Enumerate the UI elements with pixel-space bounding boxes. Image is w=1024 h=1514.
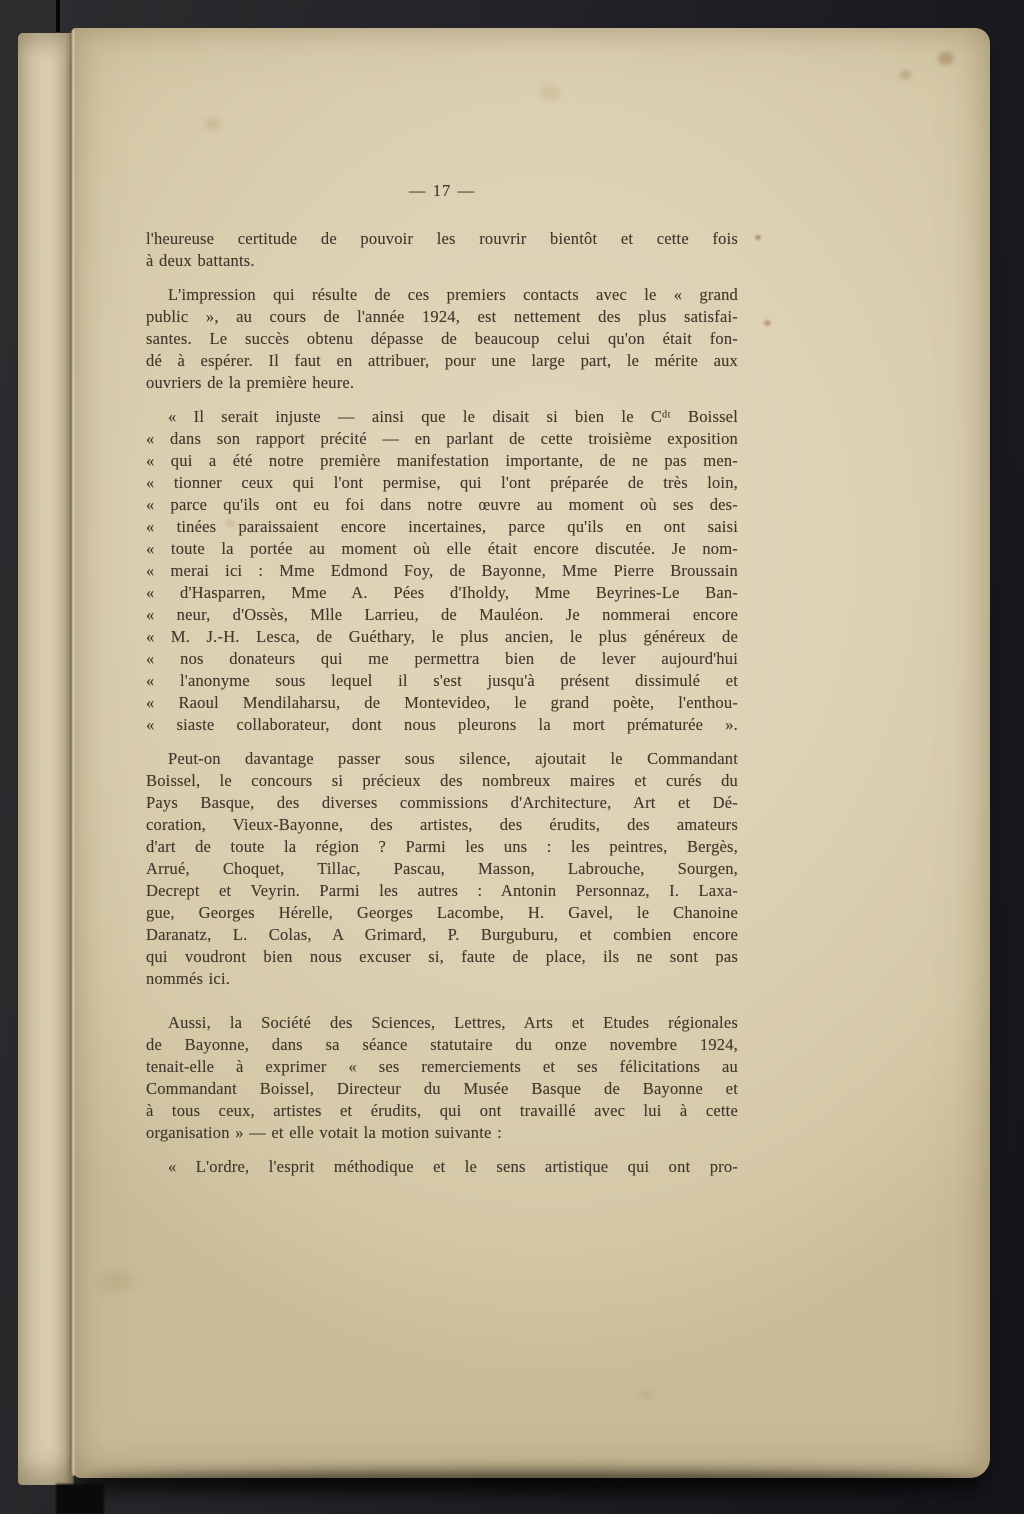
text-line: dé à espérer. Il faut en attribuer, pour une large part, le mérite aux — [146, 351, 738, 370]
text-block — [146, 180, 738, 1178]
binding-bottom-notch — [56, 1484, 104, 1514]
text-line: « M. J.-H. Lesca, de Guéthary, le plus ancien, le plus généreux de — [146, 627, 738, 646]
stain-spot — [900, 70, 911, 79]
text-line: « tionner ceux qui l'ont permise, qui l'ont préparée de très loin, — [146, 473, 738, 492]
paragraph — [146, 1156, 738, 1178]
text-line: Arrué, Choquet, Tillac, Pascau, Masson, Labrouche, Sourgen, — [146, 859, 738, 878]
text-line: « toute la portée au moment où elle était encore discutée. Je nom- — [146, 539, 738, 558]
text-line: public », au cours de l'année 1924, est nettement des plus satisfai- — [146, 307, 738, 326]
stain-spot — [205, 118, 221, 130]
text-line: Commandant Boissel, Directeur du Musée Basque de Bayonne et — [146, 1079, 738, 1098]
text-line: « L'ordre, l'esprit méthodique et le sens artistique qui ont pro- — [168, 1157, 738, 1176]
stain-spot — [764, 320, 771, 326]
text-line: santes. Le succès obtenu dépasse de beaucoup celui qu'on était fon- — [146, 329, 738, 348]
stain-spot — [100, 1270, 134, 1292]
text-line: Aussi, la Société des Sciences, Lettres, Arts et Etudes régionales — [168, 1013, 738, 1032]
text-line: qui voudront bien nous excuser si, faute de place, ils ne sont pas — [146, 947, 738, 966]
text-line: « l'anonyme sous lequel il s'est jusqu'à présent dissimulé et — [146, 671, 738, 690]
text-line: « merai ici : Mme Edmond Foy, de Bayonne, Mme Pierre Broussain — [146, 561, 738, 580]
gutter-crease — [70, 30, 76, 1476]
paragraph — [146, 406, 738, 736]
text-line: l'heureuse certitude de pouvoir les rouvrir bientôt et cette fois — [146, 229, 738, 248]
text-line: « qui a été notre première manifestation importante, de ne pas men- — [146, 451, 738, 470]
text-line: « parce qu'ils ont eu foi dans notre œuvre au moment où ses des- — [146, 495, 738, 514]
text-line: « d'Hasparren, Mme A. Pées d'Iholdy, Mme Beyrines-Le Ban- — [146, 583, 738, 602]
page-stack-edge — [18, 33, 74, 1485]
text-line: à deux battants. — [146, 251, 255, 270]
paragraph — [146, 1012, 738, 1144]
text-line: Boissel, le concours si précieux des nombreux maires et curés du — [146, 771, 738, 790]
text-line: L'impression qui résulte de ces premiers contacts avec le « grand — [168, 285, 738, 304]
page-bottom-shadow — [86, 1472, 982, 1492]
stain-spot — [938, 52, 954, 65]
text-line: organisation » — et elle votait la motion suivante : — [146, 1123, 502, 1142]
paragraph — [146, 228, 738, 272]
text-line: Daranatz, L. Colas, A Grimard, P. Burguburu, et combien encore — [146, 925, 738, 944]
text-line: « siaste collaborateur, dont nous pleurons la mort prématurée ». — [146, 715, 738, 734]
text-line: « Raoul Mendilaharsu, de Montevideo, le grand poète, l'enthou- — [146, 693, 738, 712]
text-line: « nos donateurs qui me permettra bien de lever aujourd'hui — [146, 649, 738, 668]
text-line: Pays Basque, des diverses commissions d'Architecture, Art et Dé- — [146, 793, 738, 812]
text-line: « tinées paraissaient encore incertaines, parce qu'ils en ont saisi — [146, 517, 738, 536]
text-line: à tous ceux, artistes et érudits, qui ont travaillé avec lui à cette — [146, 1101, 738, 1120]
text-line: gue, Georges Hérelle, Georges Lacombe, H. Gavel, le Chanoine — [146, 903, 738, 922]
binding-gap-line — [56, 0, 60, 32]
paragraph — [146, 748, 738, 990]
text-line: « neur, d'Ossès, Mlle Larrieu, de Mauléon. Je nommerai encore — [146, 605, 738, 624]
page-number-header: — 17 — — [408, 181, 476, 200]
stain-spot — [640, 1390, 652, 1399]
text-line: « dans son rapport précité — en parlant de cette troisième exposition — [146, 429, 738, 448]
stain-spot — [755, 235, 761, 240]
text-line: nommés ici. — [146, 969, 231, 988]
text-line: d'art de toute la région ? Parmi les uns : les peintres, Bergès, — [146, 837, 738, 856]
text-line: Peut-on davantage passer sous silence, ajoutait le Commandant — [168, 749, 738, 768]
stain-spot — [540, 86, 560, 100]
text-line: « Il serait injuste — ainsi que le disait si bien le Cᵈᵗ Boissel — [168, 407, 738, 426]
text-line: ouvriers de la première heure. — [146, 373, 355, 392]
paragraph — [146, 284, 738, 394]
text-line: de Bayonne, dans sa séance statutaire du onze novembre 1924, — [146, 1035, 738, 1054]
text-line: tenait-elle à exprimer « ses remerciements et ses félicitations au — [146, 1057, 738, 1076]
text-line: Decrept et Veyrin. Parmi les autres : Antonin Personnaz, I. Laxa- — [146, 881, 738, 900]
text-line: coration, Vieux-Bayonne, des artistes, des érudits, des amateurs — [146, 815, 738, 834]
